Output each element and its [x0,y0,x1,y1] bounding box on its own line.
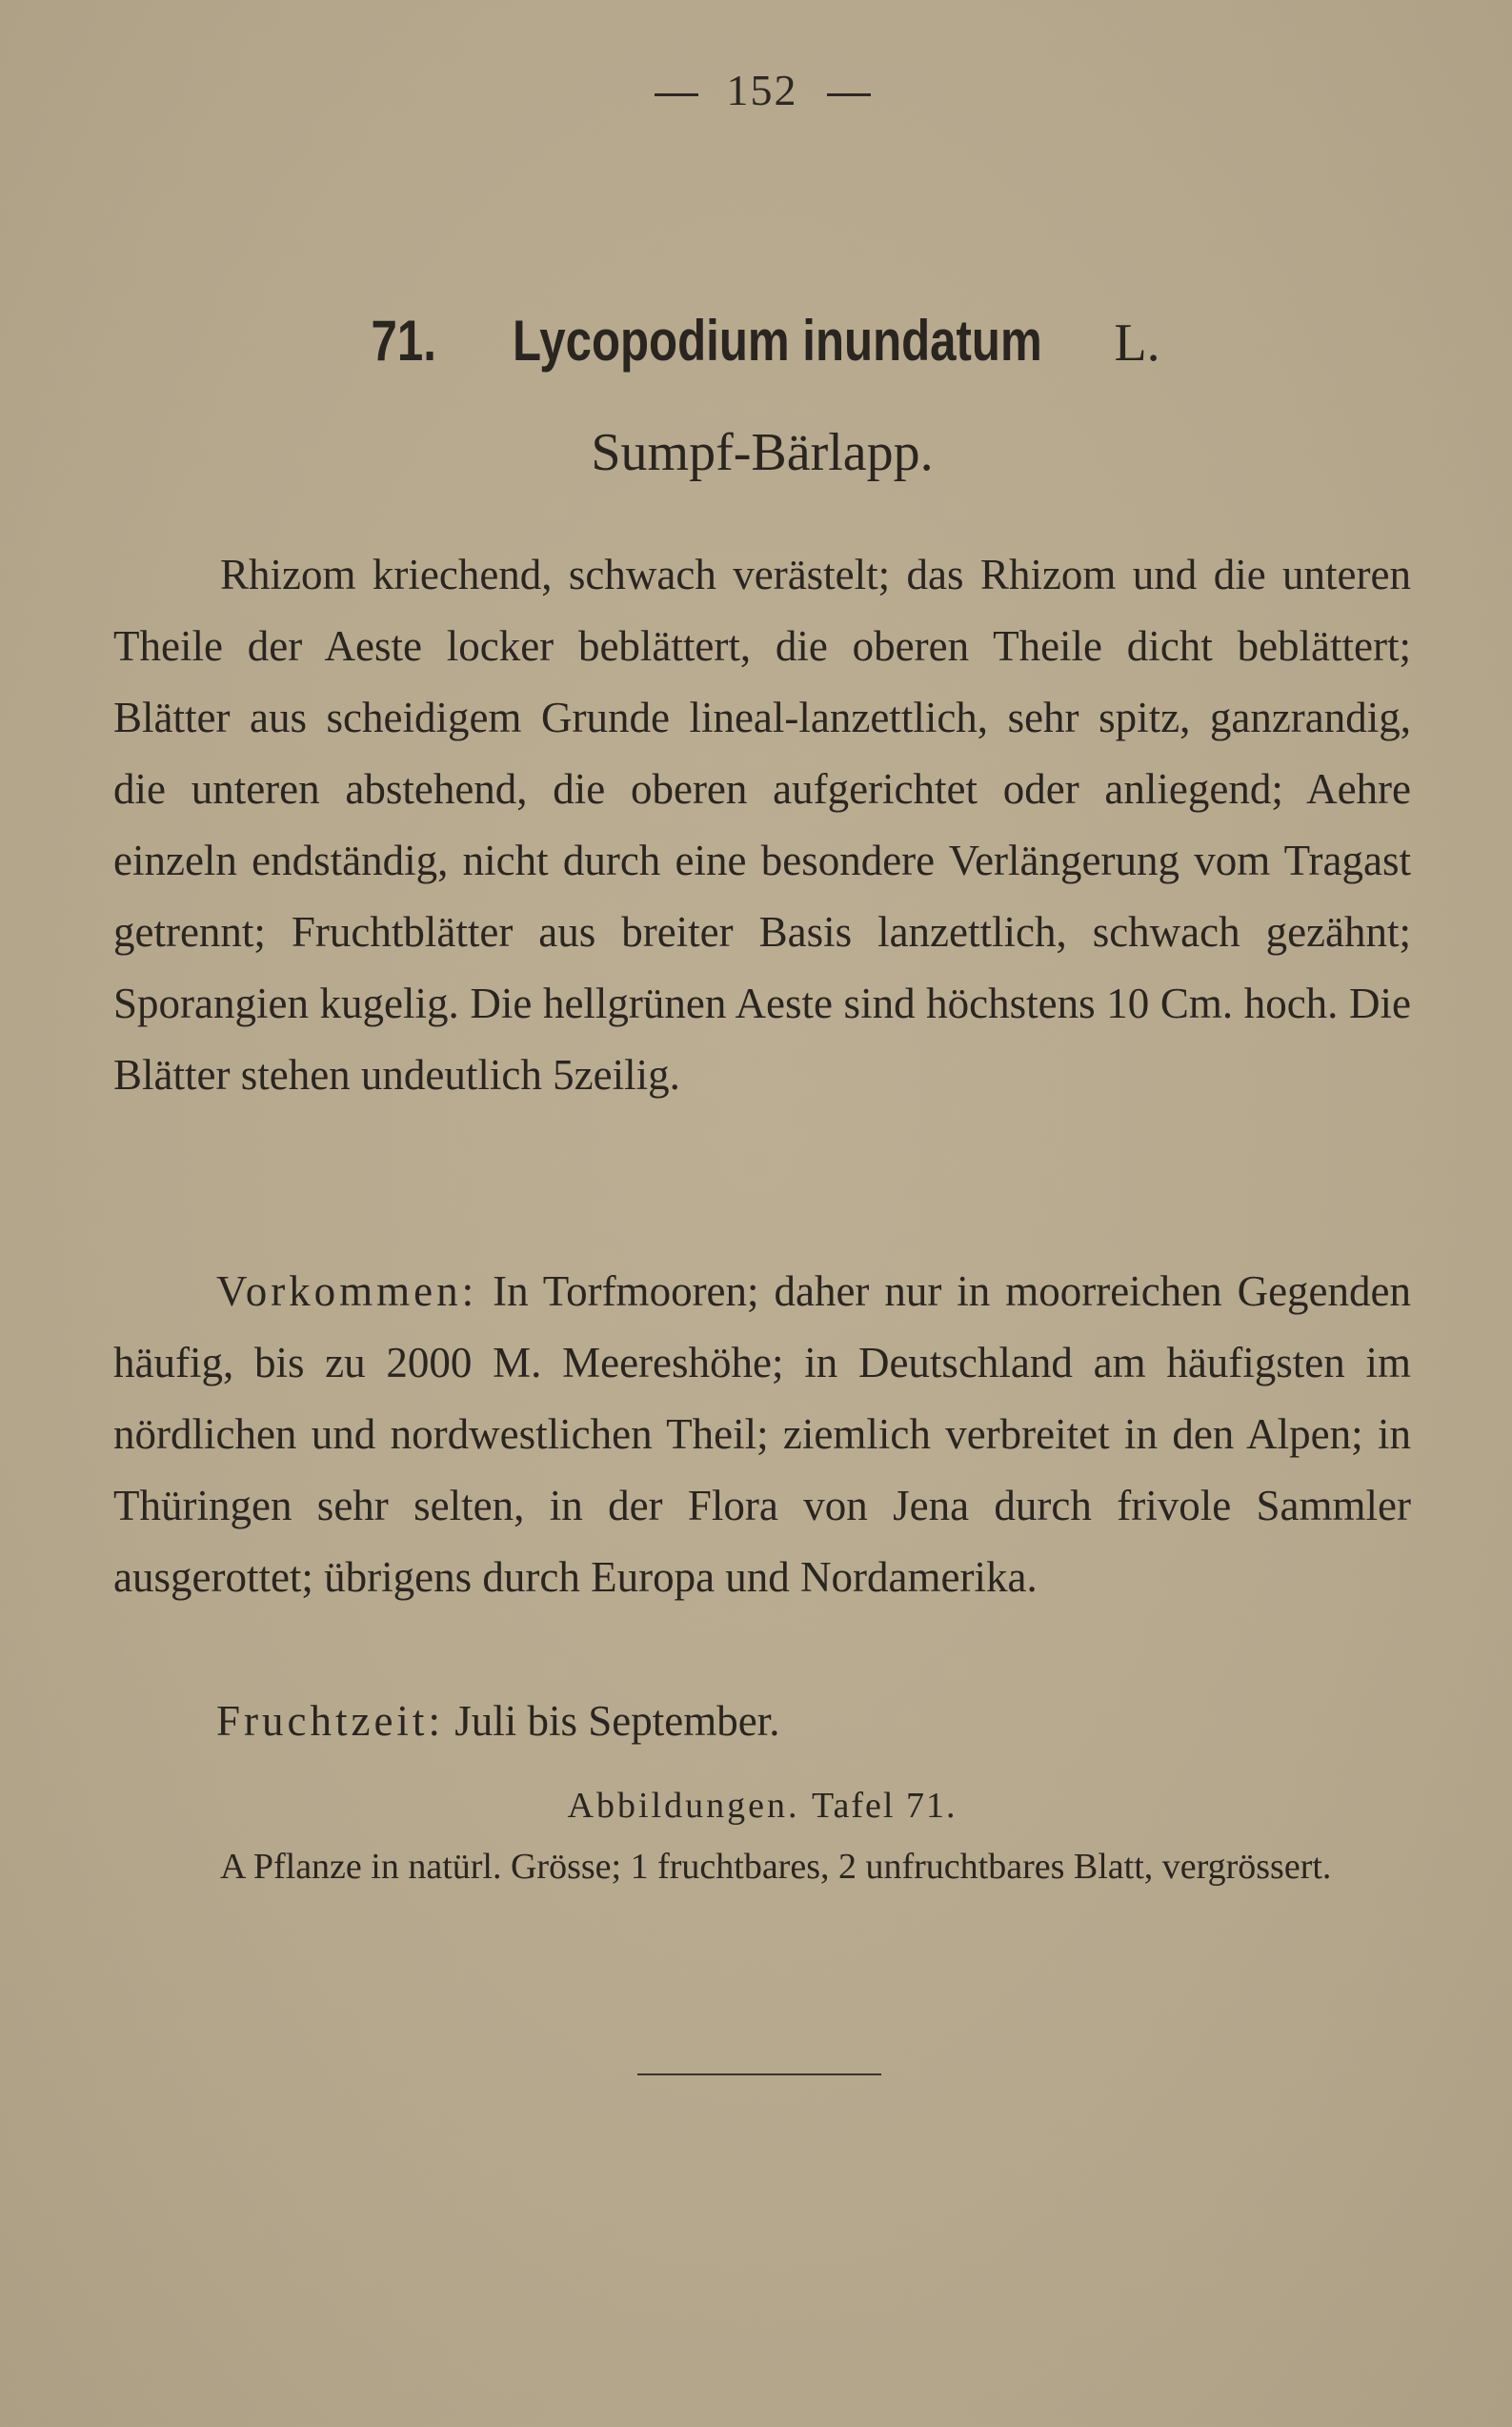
figures-label: Abbildungen. [567,1786,800,1826]
figures-heading [0,1785,1512,1827]
species-name: Lycopodium inundatum [512,309,1042,373]
species-title [0,303,1512,381]
figures-plate: Tafel 71. [811,1786,958,1826]
page-number-dash-right [827,93,871,96]
description-paragraph: Rhizom kriechend, schwach verästelt; das Rhizom und die unteren Theile der Aeste locker beblättert, die oberen Theile dicht beblättert; Blätter aus scheidigem Grunde lineal-lanzettlich, sehr spitz, ganzrandig, die unteren abstehend, die oberen aufgerichtet oder anliegend; Aehre einzeln endständig, nicht durch eine besondere Verlängerung vom Tragast getrennt; Fruchtblätter aus breiter Basis lanzettlich, schwach gezähnt; Sporangien kugelig. Die hellgrünen Aeste sind höchstens 10 Cm. hoch. Die Blätter stehen undeutlich 5zeilig. [113,551,1411,1099]
end-divider [637,2073,881,2075]
common-name: Sumpf-Bärlapp. [591,423,934,482]
species-number: 71. [371,309,437,373]
vorkommen-paragraph [113,1256,1411,1613]
vorkommen-text: In Torfmooren; daher nur in moorreichen Gegenden häufig, bis zu 2000 M. Meereshöhe; in Deutschland am häufigsten im nördlichen und nordwestlichen Theil; ziemlich verbreitet in den Alpen; in Thüringen sehr selten, in der Flora von Jena durch frivole Sammler ausgerottet; übrigens durch Europa und Nordamerika. [113,1267,1412,1601]
fruchtzeit-label: Fruchtzeit: [216,1697,444,1745]
species-author: L. [1114,313,1160,373]
fruchtzeit-paragraph [113,1686,1411,1757]
page-number [0,65,1512,115]
page-number-dash-left [655,93,698,96]
figures-caption: A Pflanze in natürl. Grösse; 1 fruchtbares, 2 unfruchtbares Blatt, vergrössert. [220,1847,1332,1887]
page-number-value: 152 [726,66,798,114]
vorkommen-label: Vorkommen: [216,1267,478,1315]
fruchtzeit-text: Juli bis September. [454,1697,780,1745]
